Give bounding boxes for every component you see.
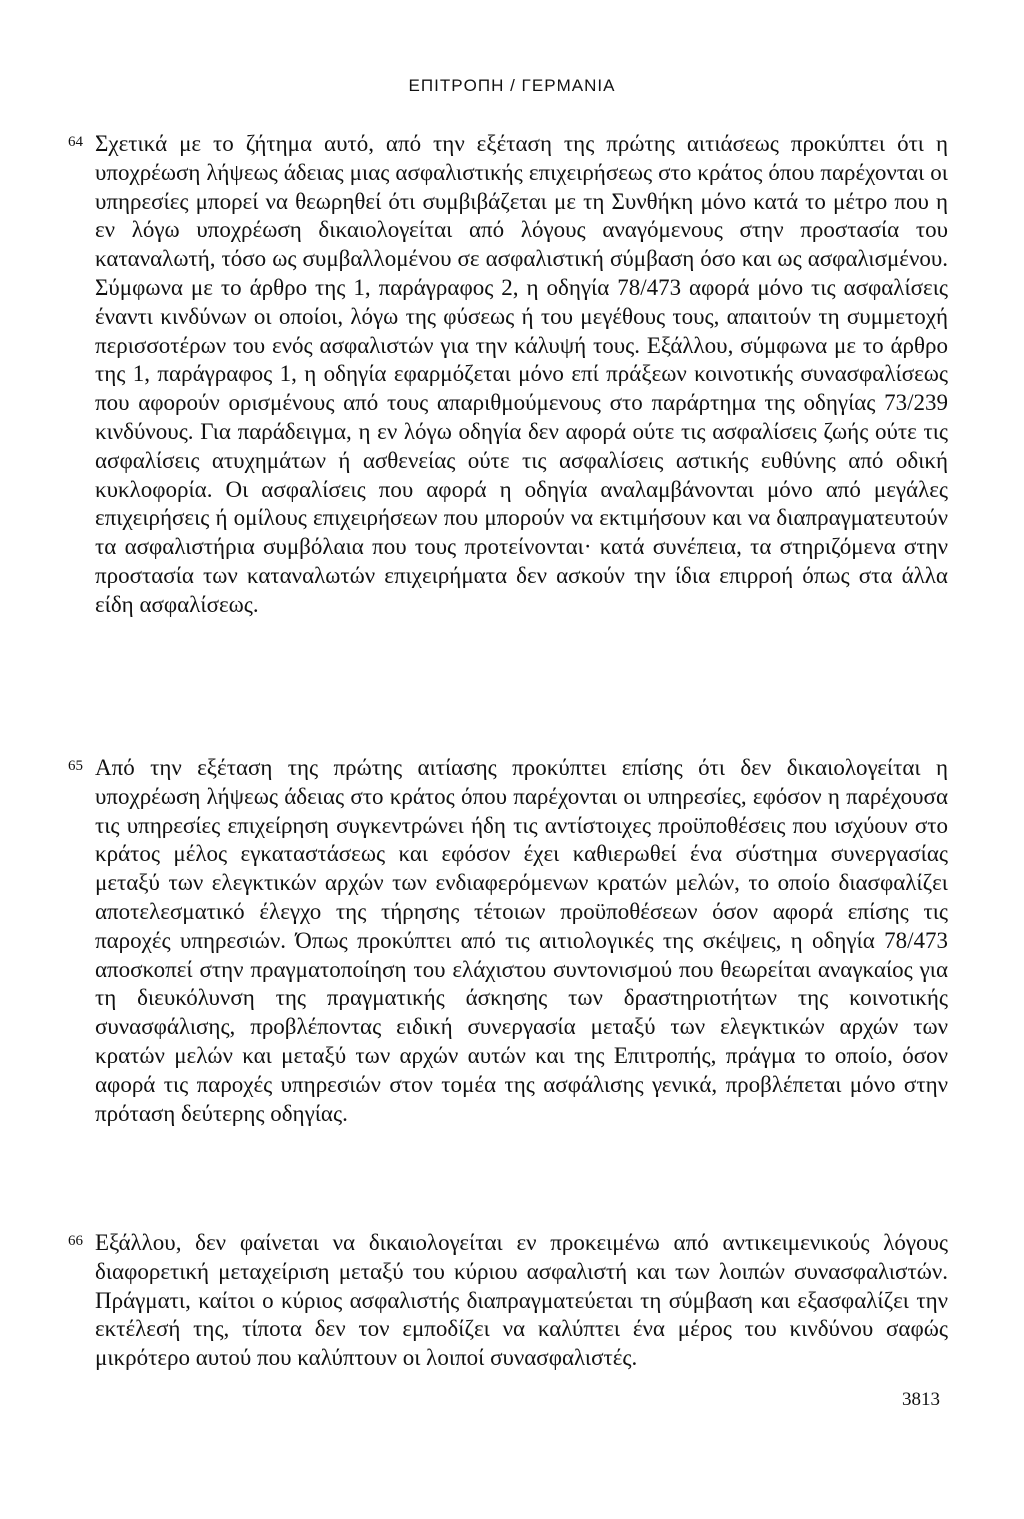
paragraph-text: Από την εξέταση της πρώτης αιτίασης προκύπτει επίσης ότι δεν δικαιολογείται η υποχρέωση λήψεως άδειας στο κράτος όπου παρέχονται οι υπηρεσίες, εφόσον η παρέχουσα τις υπηρεσίες επιχείρηση συγκεντρώνει ήδη τις αντίστοιχες προϋποθέσεις που ισχύουν στο κράτος μέλος εγκαταστάσεως και εφόσον έχει καθιερωθεί ένα σύστημα συνεργασίας μεταξύ των ελεγκτικών αρχών των ενδιαφερόμενων κρατών μελών, το οποίο διασφαλίζει αποτελεσματικό έλεγχο της τήρησης τέτοιων προϋποθέσεων όσον αφορά επίσης τις παροχές υπηρεσιών. Όπως προκύπτει από τις αιτιολογικές της σκέψεις, η οδηγία 78/473 αποσκοπεί στην πραγματοποίηση του ελάχιστου συντονισμού που θεωρείται αναγκαίος για τη διευκόλυνση της πραγματικής άσκησης των δραστηριοτήτων της κοινοτικής συνασφάλισης, προβλέποντας ειδική συνεργασία μεταξύ των ελεγκτικών αρχών των κρατών μελών και μεταξύ των αρχών αυτών και της Επιτροπής, πράγμα το οποίο, όσον αφορά τις παροχές υπηρεσιών στον τομέα της ασφάλισης γενικά, προβλέπεται μόνο στην πρόταση δεύτερης οδηγίας. bbox=[95, 755, 948, 1126]
paragraph-text: Σχετικά με το ζήτημα αυτό, από την εξέταση της πρώτης αιτιάσεως προκύπτει ότι η υποχρέωση λήψεως άδειας μιας ασφαλιστικής επιχειρήσεως στο κράτος όπου παρέχονται οι υπηρεσίες μπορεί να θεωρηθεί ότι συμβιβάζεται με τη Συνθήκη μόνο κατά το μέτρο που η εν λόγω υποχρέωση δικαιολογείται από λόγους αναγόμενους στην προστασία του καταναλωτή, τόσο ως συμβαλλομένου σε ασφαλιστική σύμβαση όσο και ως ασφαλισμένου. Σύμφωνα με το άρθρο της 1, παράγραφος 2, η οδηγία 78/473 αφορά μόνο τις ασφαλίσεις έναντι κινδύνων οι οποίοι, λόγω της φύσεως ή του μεγέθους τους, απαιτούν τη συμμετοχή περισσοτέρων του ενός ασφαλιστών για την κάλυψή τους. Εξάλλου, σύμφωνα με το άρθρο της 1, παράγραφος 1, η οδηγία εφαρμόζεται μόνο επί πράξεων κοινοτικής συνασφαλίσεως που αφορούν ορισμένους από τους απαριθμούμενους στο παράρτημα της οδηγίας 73/239 κινδύνους. Για παράδειγμα, η εν λόγω οδηγία δεν αφορά ούτε τις ασφαλίσεις ζωής ούτε τις ασφαλίσεις ατυχημάτων ή ασθενείας ούτε τις ασφαλίσεις αστικής ευθύνης από οδική κυκλοφορία. Οι ασφαλίσεις που αφορά η οδηγία αναλαμβάνονται μόνο από μεγάλες επιχειρήσεις ή ομίλους επιχειρήσεων που μπορούν να εκτιμήσουν και να διαπραγματευτούν τα ασφαλιστήρια συμβόλαια που τους προτείνονται· κατά συνέπεια, τα στηριζόμενα στην προστασία των καταναλωτών επιχειρήματα δεν ασκούν την ίδια επιρροή όπως στα άλλα είδη ασφαλίσεως. bbox=[95, 131, 948, 617]
paragraph-64 bbox=[68, 130, 948, 620]
paragraph-number: 64 bbox=[68, 134, 83, 150]
paragraph-text: Εξάλλου, δεν φαίνεται να δικαιολογείται εν προκειμένω από αντικειμενικούς λόγους διαφορετική μεταχείριση μεταξύ του κύριου ασφαλιστή και των λοιπών συνασφαλιστών. Πράγματι, καίτοι ο κύριος ασφαλιστής διαπραγματεύεται τη σύμβαση και εξασφαλίζει την εκτέλεσή της, τίποτα δεν τον εμποδίζει να καλύπτει ένα μέρος του κινδύνου σαφώς μικρότερο αυτού που καλύπτουν οι λοιποί συνασφαλιστές. bbox=[95, 1230, 948, 1371]
page-number: 3813 bbox=[902, 1389, 940, 1410]
paragraph-number: 66 bbox=[68, 1233, 83, 1249]
running-header: ΕΠΙΤΡΟΠΗ / ΓΕΡΜΑΝΙΑ bbox=[408, 76, 616, 95]
paragraph-66 bbox=[68, 1229, 948, 1373]
paragraph-number: 65 bbox=[68, 758, 83, 774]
paragraph-65 bbox=[68, 754, 948, 1128]
